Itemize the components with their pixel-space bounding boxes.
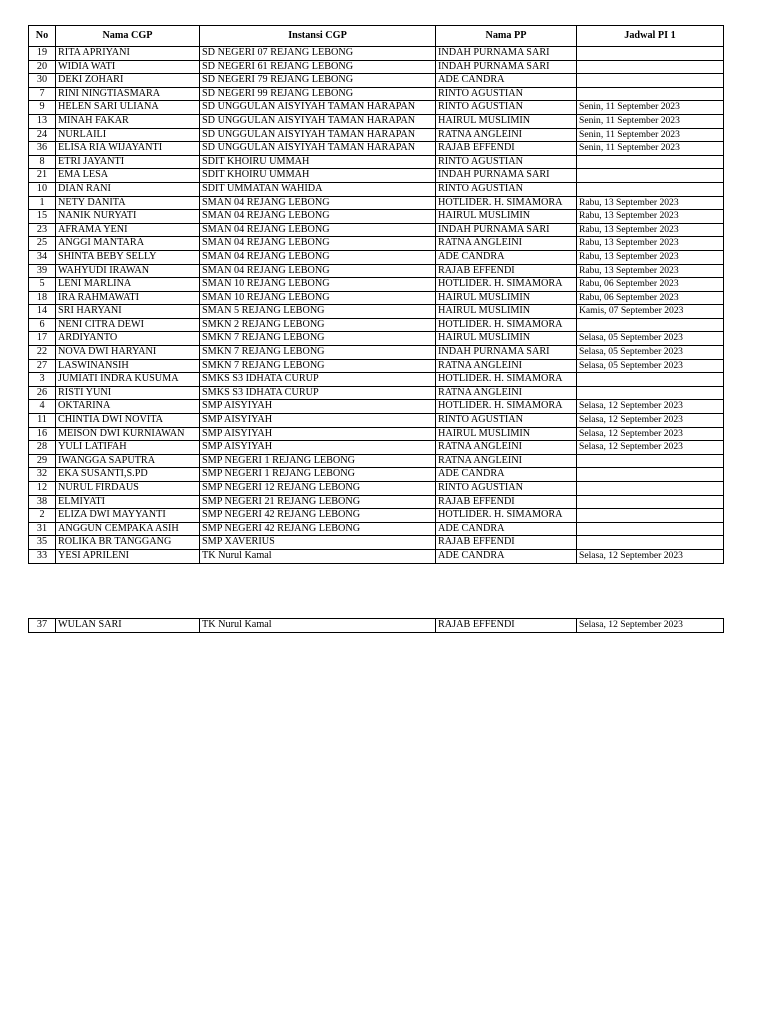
cell-nama-cgp: ELMIYATI [56, 495, 200, 509]
table-row [29, 74, 724, 88]
table-row [29, 549, 724, 563]
cell-no: 17 [29, 332, 56, 346]
cell-jadwal-pi: Rabu, 06 September 2023 [577, 291, 724, 305]
header-nama-cgp: Nama CGP [56, 26, 200, 47]
cell-instansi-cgp: SMP AISYIYAH [200, 414, 436, 428]
cell-instansi-cgp: SMAN 5 REJANG LEBONG [200, 305, 436, 319]
cell-no: 6 [29, 318, 56, 332]
cell-jadwal-pi: Rabu, 13 September 2023 [577, 250, 724, 264]
table-row [29, 318, 724, 332]
cell-nama-cgp: MEISON DWI KURNIAWAN [56, 427, 200, 441]
table-row [29, 414, 724, 428]
cell-nama-cgp: ARDIYANTO [56, 332, 200, 346]
cell-jadwal-pi [577, 386, 724, 400]
cell-no: 27 [29, 359, 56, 373]
cell-nama-cgp: MINAH FAKAR [56, 114, 200, 128]
cell-instansi-cgp: SDIT KHOIRU UMMAH [200, 169, 436, 183]
cell-instansi-cgp: SMAN 04 REJANG LEBONG [200, 250, 436, 264]
cell-no: 21 [29, 169, 56, 183]
cell-no: 9 [29, 101, 56, 115]
cell-nama-cgp: ELIZA DWI MAYYANTI [56, 509, 200, 523]
cell-jadwal-pi: Selasa, 12 September 2023 [577, 414, 724, 428]
cell-jadwal-pi [577, 169, 724, 183]
cell-nama-cgp: NETY DANITA [56, 196, 200, 210]
cell-jadwal-pi: Rabu, 13 September 2023 [577, 223, 724, 237]
cell-no: 15 [29, 210, 56, 224]
cell-nama-pp: ADE CANDRA [436, 549, 577, 563]
cell-jadwal-pi [577, 74, 724, 88]
cell-nama-pp: RATNA ANGLEINI [436, 237, 577, 251]
cell-jadwal-pi [577, 482, 724, 496]
cell-nama-cgp: ROLIKA BR TANGGANG [56, 536, 200, 550]
table-row [29, 482, 724, 496]
cell-jadwal-pi [577, 522, 724, 536]
cell-no: 14 [29, 305, 56, 319]
table-row [29, 169, 724, 183]
cell-nama-pp: HOTLIDER. H. SIMAMORA [436, 318, 577, 332]
cell-nama-pp: HAIRUL MUSLIMIN [436, 210, 577, 224]
cell-nama-cgp: WAHYUDI IRAWAN [56, 264, 200, 278]
cell-nama-pp: INDAH PURNAMA SARI [436, 47, 577, 61]
cell-jadwal-pi [577, 47, 724, 61]
cell-instansi-cgp: SD NEGERI 99 REJANG LEBONG [200, 87, 436, 101]
extra-table-body [29, 619, 724, 633]
cell-instansi-cgp: SMAN 04 REJANG LEBONG [200, 237, 436, 251]
cell-nama-pp: RAJAB EFFENDI [436, 536, 577, 550]
cell-instansi-cgp: SMAN 04 REJANG LEBONG [200, 210, 436, 224]
cell-instansi-cgp: SD NEGERI 61 REJANG LEBONG [200, 60, 436, 74]
cell-no: 34 [29, 250, 56, 264]
table-row [29, 619, 724, 633]
table-row [29, 210, 724, 224]
cell-no: 38 [29, 495, 56, 509]
cell-nama-cgp: YULI LATIFAH [56, 441, 200, 455]
cell-jadwal-pi: Rabu, 13 September 2023 [577, 264, 724, 278]
cell-jadwal-pi [577, 373, 724, 387]
table-row [29, 101, 724, 115]
cell-nama-cgp: WIDIA WATI [56, 60, 200, 74]
table-row [29, 87, 724, 101]
cell-no: 2 [29, 509, 56, 523]
cell-instansi-cgp: SDIT UMMATAN WAHIDA [200, 182, 436, 196]
table-row [29, 536, 724, 550]
cell-instansi-cgp: SMKN 7 REJANG LEBONG [200, 332, 436, 346]
cell-nama-cgp: HELEN SARI ULIANA [56, 101, 200, 115]
cell-no: 32 [29, 468, 56, 482]
table-row [29, 373, 724, 387]
table-row [29, 237, 724, 251]
cell-no: 18 [29, 291, 56, 305]
cell-instansi-cgp: SMAN 04 REJANG LEBONG [200, 264, 436, 278]
cell-nama-cgp: NENI CITRA DEWI [56, 318, 200, 332]
cell-jadwal-pi: Kamis, 07 September 2023 [577, 305, 724, 319]
cell-nama-pp: INDAH PURNAMA SARI [436, 60, 577, 74]
cell-instansi-cgp: SMAN 10 REJANG LEBONG [200, 291, 436, 305]
cell-instansi-cgp: SD NEGERI 07 REJANG LEBONG [200, 47, 436, 61]
cell-nama-cgp: ELISA RIA WIJAYANTI [56, 142, 200, 156]
table-row [29, 522, 724, 536]
cgp-schedule-table [28, 25, 724, 564]
cell-instansi-cgp: SMP NEGERI 1 REJANG LEBONG [200, 468, 436, 482]
cell-instansi-cgp: SMP XAVERIUS [200, 536, 436, 550]
cell-nama-pp: RATNA ANGLEINI [436, 386, 577, 400]
table-row [29, 454, 724, 468]
cgp-extra-table [28, 618, 724, 633]
cell-instansi-cgp: SD UNGGULAN AISYIYAH TAMAN HARAPAN [200, 101, 436, 115]
table-row [29, 223, 724, 237]
table-row [29, 441, 724, 455]
cell-nama-cgp: NURUL FIRDAUS [56, 482, 200, 496]
cell-nama-pp: INDAH PURNAMA SARI [436, 169, 577, 183]
cell-instansi-cgp: SMKS S3 IDHATA CURUP [200, 373, 436, 387]
cell-jadwal-pi [577, 509, 724, 523]
cell-nama-pp: RINTO AGUSTIAN [436, 101, 577, 115]
cell-nama-pp: RINTO AGUSTIAN [436, 155, 577, 169]
cell-instansi-cgp: SMKS S3 IDHATA CURUP [200, 386, 436, 400]
cell-instansi-cgp: SMP NEGERI 42 REJANG LEBONG [200, 522, 436, 536]
table-row [29, 386, 724, 400]
cell-no: 13 [29, 114, 56, 128]
cell-jadwal-pi [577, 318, 724, 332]
cell-nama-pp: RAJAB EFFENDI [436, 619, 577, 633]
header-row [29, 26, 724, 47]
cell-nama-pp: HAIRUL MUSLIMIN [436, 114, 577, 128]
cell-no: 19 [29, 47, 56, 61]
cell-instansi-cgp: TK Nurul Kamal [200, 619, 436, 633]
cell-jadwal-pi [577, 468, 724, 482]
cell-no: 10 [29, 182, 56, 196]
cell-no: 36 [29, 142, 56, 156]
cell-instansi-cgp: SMAN 04 REJANG LEBONG [200, 196, 436, 210]
table-row [29, 400, 724, 414]
cell-no: 30 [29, 74, 56, 88]
cell-nama-pp: RATNA ANGLEINI [436, 454, 577, 468]
table-row [29, 305, 724, 319]
cell-no: 26 [29, 386, 56, 400]
cell-nama-cgp: NANIK NURYATI [56, 210, 200, 224]
cell-nama-pp: ADE CANDRA [436, 250, 577, 264]
cell-no: 7 [29, 87, 56, 101]
cell-instansi-cgp: TK Nurul Kamal [200, 549, 436, 563]
cell-jadwal-pi: Senin, 11 September 2023 [577, 128, 724, 142]
cell-jadwal-pi: Selasa, 05 September 2023 [577, 332, 724, 346]
cell-instansi-cgp: SMAN 10 REJANG LEBONG [200, 278, 436, 292]
cell-no: 1 [29, 196, 56, 210]
cell-nama-cgp: NURLAILI [56, 128, 200, 142]
table-row [29, 332, 724, 346]
cell-instansi-cgp: SMP AISYIYAH [200, 427, 436, 441]
cell-nama-pp: HOTLIDER. H. SIMAMORA [436, 509, 577, 523]
cell-no: 28 [29, 441, 56, 455]
cell-instansi-cgp: SMP AISYIYAH [200, 441, 436, 455]
cell-jadwal-pi [577, 182, 724, 196]
cell-instansi-cgp: SD UNGGULAN AISYIYAH TAMAN HARAPAN [200, 128, 436, 142]
cell-jadwal-pi [577, 155, 724, 169]
cell-nama-cgp: RINI NINGTIASMARA [56, 87, 200, 101]
cell-no: 16 [29, 427, 56, 441]
cell-nama-pp: RAJAB EFFENDI [436, 264, 577, 278]
cell-no: 31 [29, 522, 56, 536]
table-row [29, 509, 724, 523]
cell-no: 5 [29, 278, 56, 292]
table-row [29, 291, 724, 305]
header-nama-pp: Nama PP [436, 26, 577, 47]
cell-nama-cgp: ANGGUN CEMPAKA ASIH [56, 522, 200, 536]
cell-instansi-cgp: SMP NEGERI 1 REJANG LEBONG [200, 454, 436, 468]
cell-nama-pp: RINTO AGUSTIAN [436, 87, 577, 101]
cell-jadwal-pi: Selasa, 12 September 2023 [577, 441, 724, 455]
cell-instansi-cgp: SMP NEGERI 12 REJANG LEBONG [200, 482, 436, 496]
cell-nama-pp: INDAH PURNAMA SARI [436, 346, 577, 360]
cell-nama-cgp: LENI MARLINA [56, 278, 200, 292]
cell-nama-cgp: SHINTA BEBY SELLY [56, 250, 200, 264]
table-row [29, 468, 724, 482]
cell-no: 20 [29, 60, 56, 74]
cell-nama-cgp: OKTARINA [56, 400, 200, 414]
cell-nama-cgp: EKA SUSANTI,S.PD [56, 468, 200, 482]
table-row [29, 142, 724, 156]
cell-instansi-cgp: SMP NEGERI 42 REJANG LEBONG [200, 509, 436, 523]
cell-jadwal-pi: Senin, 11 September 2023 [577, 101, 724, 115]
cell-no: 29 [29, 454, 56, 468]
cell-nama-cgp: CHINTIA DWI NOVITA [56, 414, 200, 428]
cell-instansi-cgp: SDIT KHOIRU UMMAH [200, 155, 436, 169]
cell-nama-cgp: RISTI YUNI [56, 386, 200, 400]
cell-jadwal-pi: Selasa, 05 September 2023 [577, 359, 724, 373]
cell-nama-cgp: EMA LESA [56, 169, 200, 183]
table-row [29, 60, 724, 74]
table-row [29, 359, 724, 373]
cell-nama-cgp: YESI APRILENI [56, 549, 200, 563]
table-row [29, 495, 724, 509]
cell-instansi-cgp: SD UNGGULAN AISYIYAH TAMAN HARAPAN [200, 142, 436, 156]
table-row [29, 114, 724, 128]
cell-jadwal-pi: Senin, 11 September 2023 [577, 114, 724, 128]
cell-no: 33 [29, 549, 56, 563]
header-jadwal-pi: Jadwal PI 1 [577, 26, 724, 47]
cell-no: 4 [29, 400, 56, 414]
cell-nama-pp: RINTO AGUSTIAN [436, 414, 577, 428]
cell-jadwal-pi: Selasa, 12 September 2023 [577, 619, 724, 633]
table-row [29, 47, 724, 61]
cell-jadwal-pi [577, 536, 724, 550]
cell-instansi-cgp: SMKN 2 REJANG LEBONG [200, 318, 436, 332]
cell-no: 3 [29, 373, 56, 387]
cell-nama-cgp: IRA RAHMAWATI [56, 291, 200, 305]
cell-nama-pp: RINTO AGUSTIAN [436, 482, 577, 496]
cell-jadwal-pi: Rabu, 13 September 2023 [577, 210, 724, 224]
cell-instansi-cgp: SMKN 7 REJANG LEBONG [200, 346, 436, 360]
cell-no: 35 [29, 536, 56, 550]
cell-nama-pp: RATNA ANGLEINI [436, 359, 577, 373]
cell-nama-pp: RATNA ANGLEINI [436, 441, 577, 455]
cell-jadwal-pi [577, 60, 724, 74]
table-body [29, 47, 724, 564]
cell-no: 11 [29, 414, 56, 428]
table-header [29, 26, 724, 47]
cell-jadwal-pi: Rabu, 06 September 2023 [577, 278, 724, 292]
table-row [29, 278, 724, 292]
cell-nama-cgp: DIAN RANI [56, 182, 200, 196]
cell-jadwal-pi [577, 495, 724, 509]
cell-no: 25 [29, 237, 56, 251]
cell-no: 8 [29, 155, 56, 169]
cell-nama-pp: ADE CANDRA [436, 468, 577, 482]
cell-nama-pp: RATNA ANGLEINI [436, 128, 577, 142]
table-row [29, 128, 724, 142]
cell-jadwal-pi [577, 87, 724, 101]
cell-nama-pp: RAJAB EFFENDI [436, 495, 577, 509]
cell-nama-cgp: ETRI JAYANTI [56, 155, 200, 169]
cell-nama-cgp: DEKI ZOHARI [56, 74, 200, 88]
cell-nama-pp: HAIRUL MUSLIMIN [436, 332, 577, 346]
cell-nama-cgp: LASWINANSIH [56, 359, 200, 373]
cell-nama-pp: INDAH PURNAMA SARI [436, 223, 577, 237]
cell-nama-pp: RAJAB EFFENDI [436, 142, 577, 156]
cell-nama-cgp: SRI HARYANI [56, 305, 200, 319]
table-row [29, 250, 724, 264]
table-row [29, 155, 724, 169]
cell-instansi-cgp: SMP AISYIYAH [200, 400, 436, 414]
cell-nama-pp: RINTO AGUSTIAN [436, 182, 577, 196]
cell-instansi-cgp: SMAN 04 REJANG LEBONG [200, 223, 436, 237]
cell-nama-cgp: IWANGGA SAPUTRA [56, 454, 200, 468]
cell-nama-cgp: AFRAMA YENI [56, 223, 200, 237]
table-row [29, 182, 724, 196]
cell-nama-cgp: WULAN SARI [56, 619, 200, 633]
cell-jadwal-pi: Selasa, 12 September 2023 [577, 427, 724, 441]
table-row [29, 346, 724, 360]
cell-nama-pp: HAIRUL MUSLIMIN [436, 427, 577, 441]
cell-jadwal-pi: Selasa, 12 September 2023 [577, 400, 724, 414]
cell-no: 12 [29, 482, 56, 496]
cell-nama-pp: HAIRUL MUSLIMIN [436, 291, 577, 305]
cell-nama-pp: HOTLIDER. H. SIMAMORA [436, 278, 577, 292]
cell-no: 22 [29, 346, 56, 360]
cell-jadwal-pi: Senin, 11 September 2023 [577, 142, 724, 156]
cell-instansi-cgp: SMKN 7 REJANG LEBONG [200, 359, 436, 373]
table-row [29, 427, 724, 441]
cell-no: 37 [29, 619, 56, 633]
cell-no: 39 [29, 264, 56, 278]
cell-jadwal-pi [577, 454, 724, 468]
cell-nama-pp: HAIRUL MUSLIMIN [436, 305, 577, 319]
cell-nama-cgp: JUMIATI INDRA KUSUMA [56, 373, 200, 387]
header-no: No [29, 26, 56, 47]
cell-nama-cgp: NOVA DWI HARYANI [56, 346, 200, 360]
cell-nama-pp: HOTLIDER. H. SIMAMORA [436, 400, 577, 414]
header-instansi-cgp: Instansi CGP [200, 26, 436, 47]
table-row [29, 264, 724, 278]
cell-instansi-cgp: SD UNGGULAN AISYIYAH TAMAN HARAPAN [200, 114, 436, 128]
cell-jadwal-pi: Rabu, 13 September 2023 [577, 196, 724, 210]
cell-nama-pp: ADE CANDRA [436, 74, 577, 88]
cell-no: 23 [29, 223, 56, 237]
cell-nama-cgp: RITA APRIYANI [56, 47, 200, 61]
cell-jadwal-pi: Selasa, 12 September 2023 [577, 549, 724, 563]
cell-nama-pp: HOTLIDER. H. SIMAMORA [436, 196, 577, 210]
table-row [29, 196, 724, 210]
cell-nama-pp: ADE CANDRA [436, 522, 577, 536]
cell-nama-cgp: ANGGI MANTARA [56, 237, 200, 251]
cell-instansi-cgp: SMP NEGERI 21 REJANG LEBONG [200, 495, 436, 509]
cell-jadwal-pi: Selasa, 05 September 2023 [577, 346, 724, 360]
cell-no: 24 [29, 128, 56, 142]
cell-nama-pp: HOTLIDER. H. SIMAMORA [436, 373, 577, 387]
cell-instansi-cgp: SD NEGERI 79 REJANG LEBONG [200, 74, 436, 88]
cell-jadwal-pi: Rabu, 13 September 2023 [577, 237, 724, 251]
